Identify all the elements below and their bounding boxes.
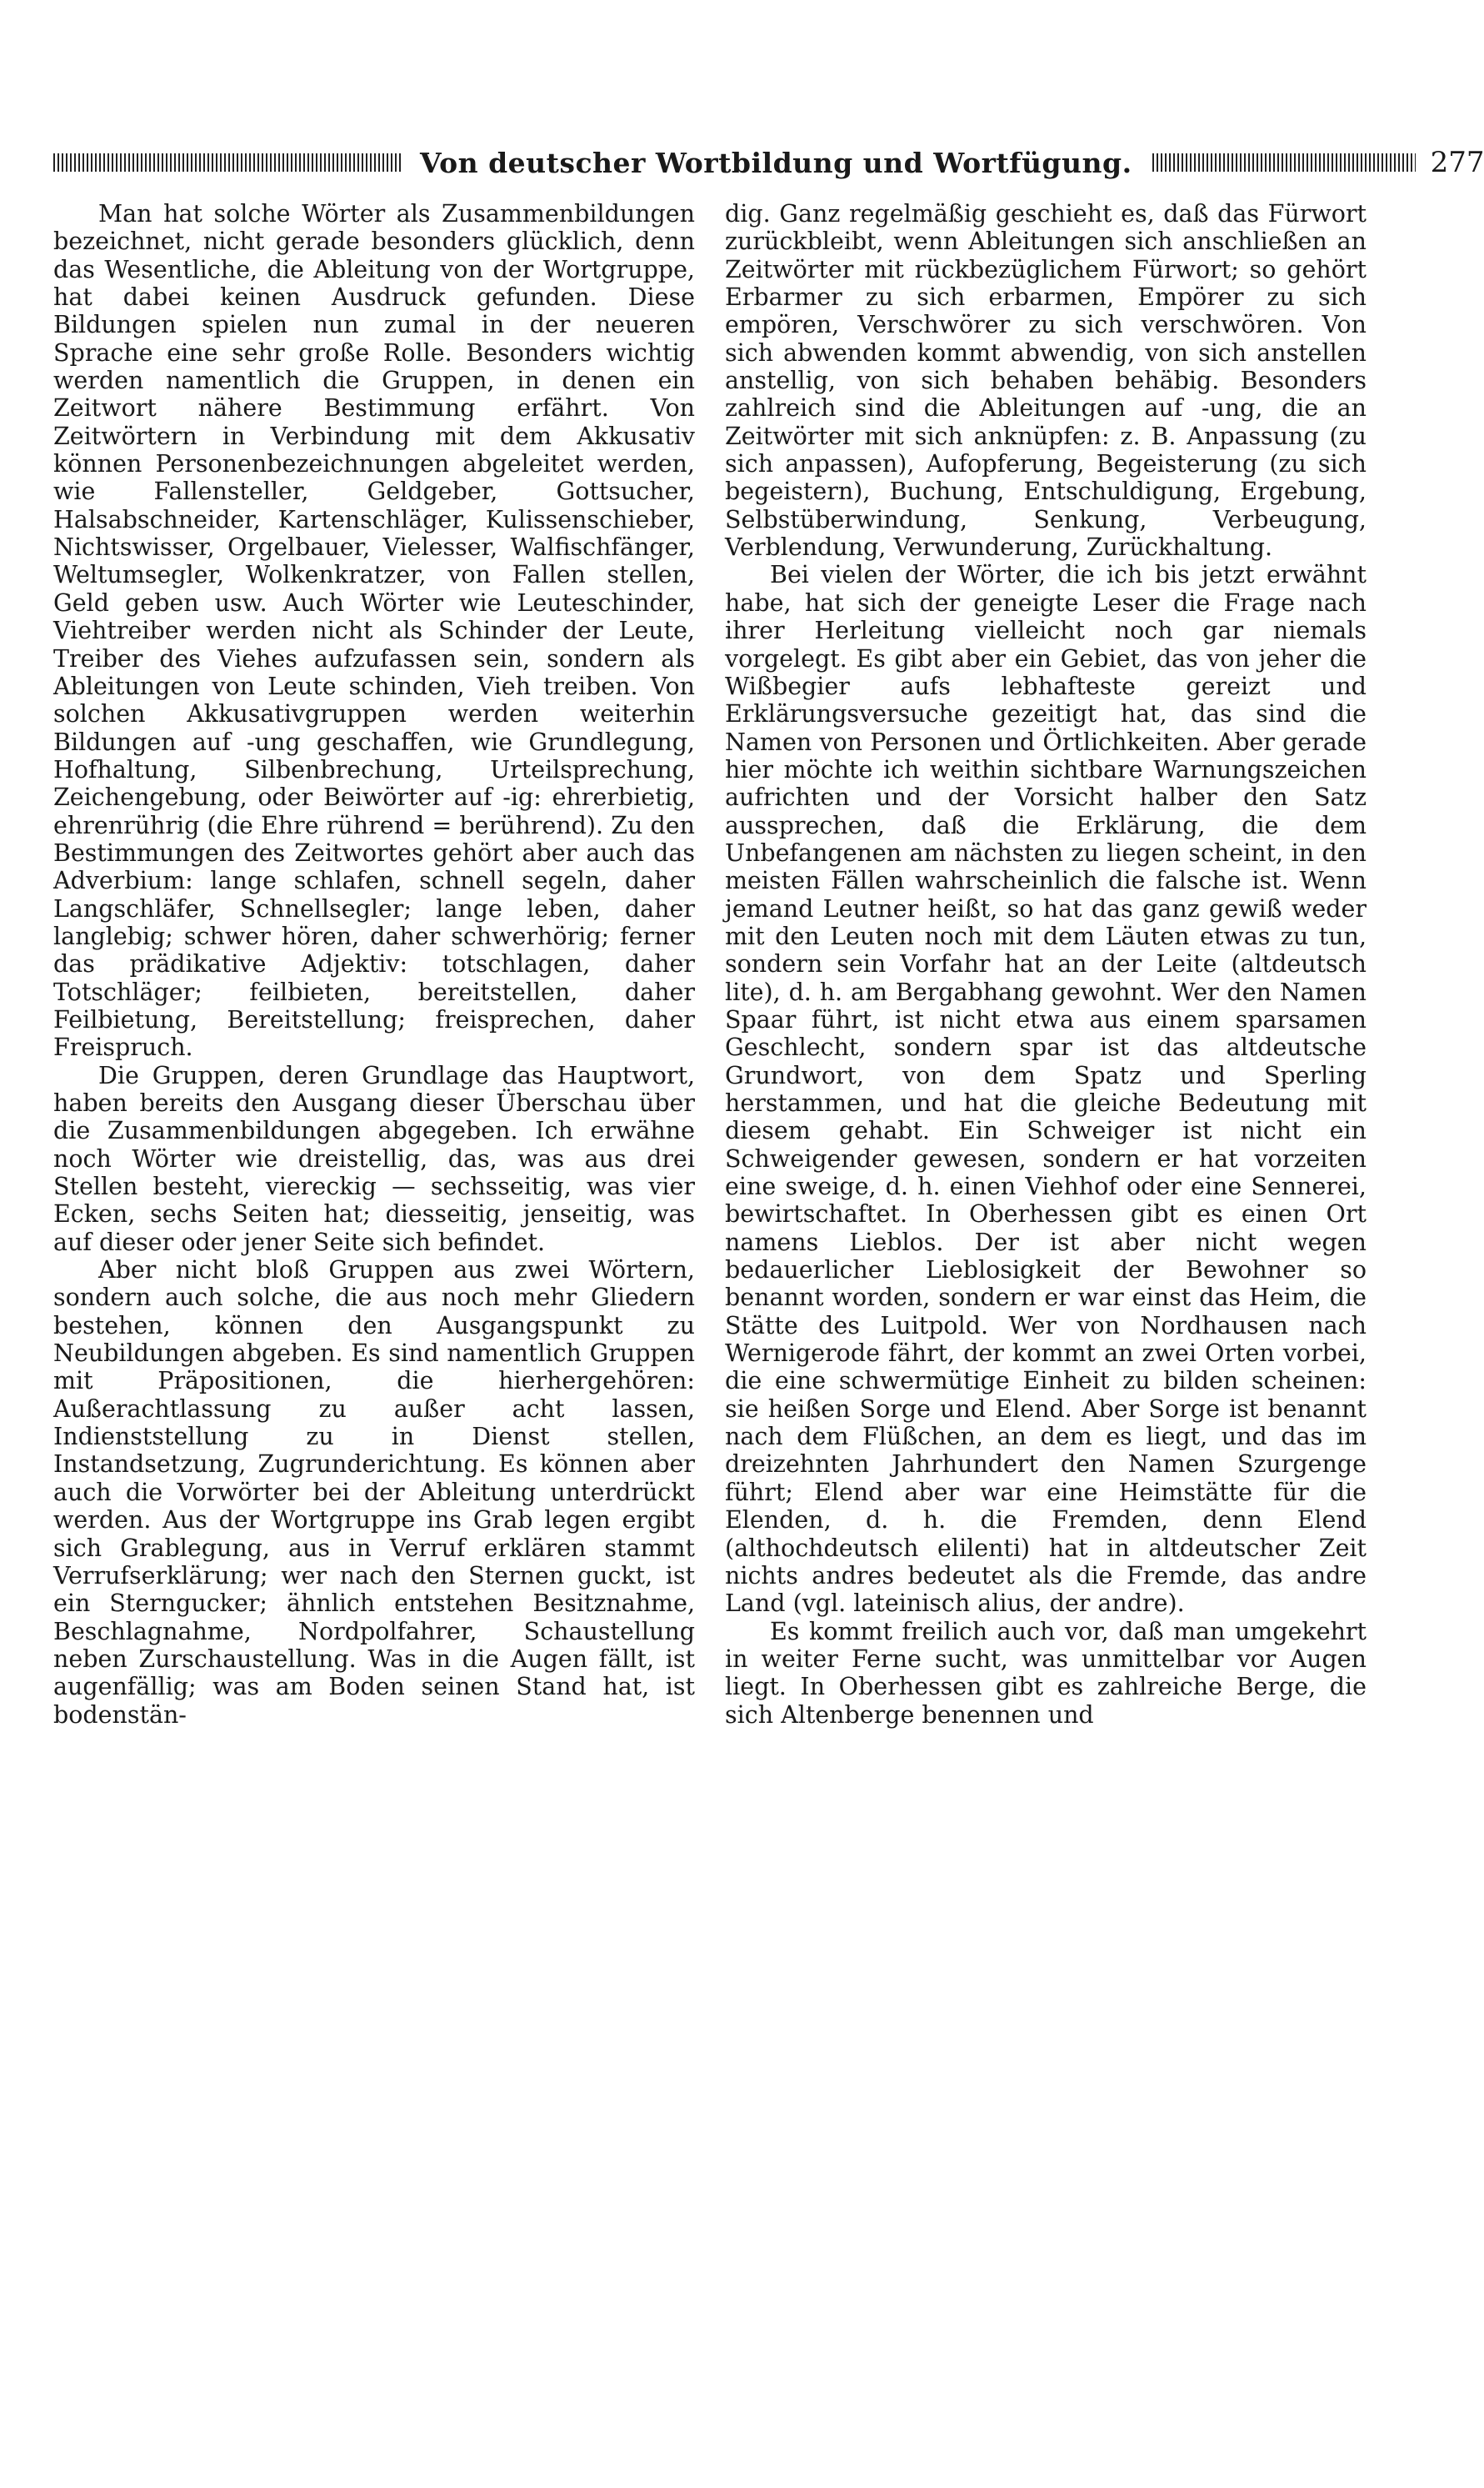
paragraph: Bei vielen der Wörter, die ich bis jetzt erwähnt habe, hat sich der geneigte Leser die Frage nach ihrer Herleitung vielleicht noch gar niemals vorgelegt. Es gibt aber ein Gebiet, das von jeher die Wißbegier aufs lebhafteste gereizt und Erklärungsversuche gezeitigt hat, das sind die Namen von Personen und Örtlichkeiten. Aber gerade hier möchte ich weithin sichtbare Warnungszeichen aufrichten und der Vorsicht halber den Satz aussprechen, daß die Erklärung, die dem Unbefangenen am nächsten zu liegen scheint, in den meisten Fällen wahrscheinlich die falsche ist. Wenn jemand Leutner heißt, so hat das ganz gewiß weder mit den Leuten noch mit dem Läuten etwas zu tun, sondern sein Vorfahr hat an der Leite (altdeutsch lite), d. h. am Bergabhang gewohnt. Wer den Namen Spaar führt, ist nicht etwa aus einem sparsamen Geschlecht, sondern spar ist das altdeutsche Grundwort, von dem Spatz und Sperling herstammen, und hat die gleiche Bedeutung mit diesem gehabt. Ein Schweiger ist nicht ein Schweigender gewesen, sondern er hat vorzeiten eine sweige, d. h. einen Viehhof oder eine Sennerei, bewirtschaftet. In Oberhessen gibt es einen Ort namens Lieblos. Der ist aber nicht wegen bedauerlicher Lieblosigkeit der Bewohner so benannt worden, sondern er war einst das Heim, die Stätte des Luitpold. Wer von Nordhausen nach Wernigerode fährt, der kommt an zwei Orten vorbei, die eine schwermütige Einheit zu bilden scheinen: sie heißen Sorge und Elend. Aber Sorge ist benannt nach dem Flüßchen, an dem es liegt, und das im dreizehnten Jahrhundert den Namen Szurgenge führt; Elend aber war eine Heimstätte für die Elenden, d. h. die Fremden, denn Elend (althochdeutsch elilenti) hat in altdeutscher Zeit nichts andres bedeutet als die Fremde, das andre Land (vgl. lateinisch alius, der andre).: [725, 561, 1367, 1618]
header-rule-left: [53, 153, 402, 172]
paragraph: Aber nicht bloß Gruppen aus zwei Wörtern, sondern auch solche, die aus noch mehr Gliedern bestehen, können den Ausgangspunkt zu Neubildungen abgeben. Es sind namentlich Gruppen mit Präpositionen, die hierhergehören: Außerachtlassung zu außer acht lassen, Indienststellung zu in Dienst stellen, Instandsetzung, Zugrunderichtung. Es können aber auch die Vorwörter bei der Ableitung unterdrückt werden. Aus der Wortgruppe ins Grab legen ergibt sich Grablegung, aus in Verruf erklären stammt Verrufserklärung; wer nach den Sternen guckt, ist ein Sterngucker; ähnlich entstehen Besitznahme, Beschlagnahme, Nordpolfahrer, Schaustellung neben Zurschaustellung. Was in die Augen fällt, ist augenfällig; was am Boden seinen Stand hat, ist bodenstän-: [53, 1256, 695, 1729]
right-column: [725, 200, 1367, 1729]
left-column: [53, 200, 695, 1729]
paragraph: Man hat solche Wörter als Zusammenbildungen bezeichnet, nicht gerade besonders glücklich, denn das Wesentliche, die Ableitung von der Wortgruppe, hat dabei keinen Ausdruck gefunden. Diese Bildungen spielen nun zumal in der neueren Sprache eine sehr große Rolle. Besonders wichtig werden namentlich die Gruppen, in denen ein Zeitwort nähere Bestimmung erfährt. Von Zeitwörtern in Verbindung mit dem Akkusativ können Personenbezeichnungen abgeleitet werden, wie Fallensteller, Geldgeber, Gottsucher, Halsabschneider, Kartenschläger, Kulissenschieber, Nichtswisser, Orgelbauer, Vielesser, Walfischfänger, Weltumsegler, Wolkenkratzer, von Fallen stellen, Geld geben usw. Auch Wörter wie Leuteschinder, Viehtreiber werden nicht als Schinder der Leute, Treiber des Viehes aufzufassen sein, sondern als Ableitungen von Leute schinden, Vieh treiben. Von solchen Akkusativgruppen werden weiterhin Bildungen auf -ung geschaffen, wie Grundlegung, Hofhaltung, Silbenbrechung, Urteilsprechung, Zeichengebung, oder Beiwörter auf -ig: ehrerbietig, ehrenrührig (die Ehre rührend = berührend). Zu den Bestimmungen des Zeitwortes gehört aber auch das Adverbium: lange schlafen, schnell segeln, daher Langschläfer, Schnellsegler; lange leben, daher langlebig; schwer hören, daher schwerhörig; ferner das prädikative Adjektiv: totschlagen, daher Totschläger; feilbieten, bereitstellen, daher Feilbietung, Bereitstellung; freisprechen, daher Freispruch.: [53, 200, 695, 1062]
page-number: 277: [1430, 146, 1484, 179]
paragraph: dig. Ganz regelmäßig geschieht es, daß das Fürwort zurückbleibt, wenn Ableitungen sich anschließen an Zeitwörter mit rückbezüglichem Fürwort; so gehört Erbarmer zu sich erbarmen, Empörer zu sich empören, Verschwörer zu sich verschwören. Von sich abwenden kommt abwendig, von sich anstellen anstellig, von sich behaben behäbig. Besonders zahlreich sind die Ableitungen auf -ung, die an Zeitwörter mit sich anknüpfen: z. B. Anpassung (zu sich anpassen), Aufopferung, Begeisterung (zu sich begeistern), Buchung, Entschuldigung, Ergebung, Selbstüberwindung, Senkung, Verbeugung, Verblendung, Verwunderung, Zurückhaltung.: [725, 200, 1367, 562]
paragraph: Die Gruppen, deren Grundlage das Hauptwort, haben bereits den Ausgang dieser Überschau über die Zusammenbildungen abgegeben. Ich erwähne noch Wörter wie dreistellig, das, was aus drei Stellen besteht, viereckig — sechsseitig, was vier Ecken, sechs Seiten hat; diesseitig, jenseitig, was auf dieser oder jener Seite sich befindet.: [53, 1061, 695, 1256]
running-title: Von deutscher Wortbildung und Wortfügung.: [420, 146, 1132, 179]
page-header: [53, 140, 1484, 185]
paragraph: Es kommt freilich auch vor, daß man umgekehrt in weiter Ferne sucht, was unmittelbar vor Augen liegt. In Oberhessen gibt es zahlreiche Berge, die sich Altenberge benennen und: [725, 1617, 1367, 1729]
header-rule-right: [1152, 153, 1416, 172]
